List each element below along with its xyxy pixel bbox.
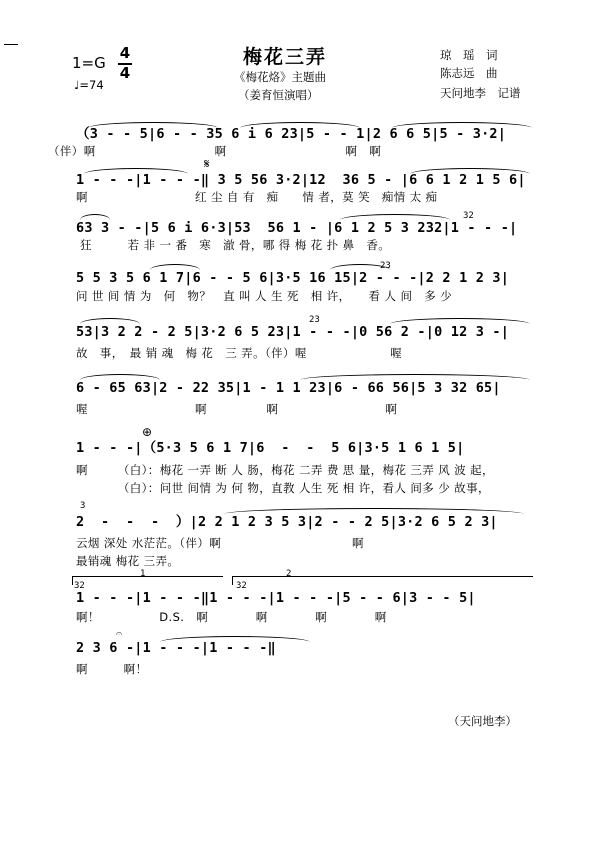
lyric-line-10: 啊 啊！ [76, 662, 148, 676]
ending-bracket-2 [232, 576, 533, 585]
lyric-line-6: 喔 啊 啊 啊 [76, 402, 398, 416]
notation-line-10: 2 3 6 -|1 - - -|1 - - -‖ [76, 640, 276, 656]
key-signature: 1=G [72, 54, 106, 72]
song-subtitle: 《梅花烙》主题曲 [234, 70, 326, 84]
lyric-line-9: 啊！ D.S. 啊 啊 啊 啊 [76, 610, 387, 624]
lyricist-credit: 琼 瑶 词 [440, 48, 498, 62]
lyric-line-1: （伴）啊 啊 啊 啊 [48, 144, 382, 158]
lyric-line-5: 故 事， 最 销 魂 梅 花 三 弄。（伴）喔 喔 [76, 346, 403, 360]
notation-line-7: 1 - - -|（5·3 5 6 1 7|6 - - 5 6|3·5 1 6 1 5| [76, 440, 465, 456]
segno-icon: 𝄋 [204, 157, 210, 172]
notation-line-6: 6 - 65 63|2 - 22 35|1 - 1 1 23|6 - 66 56|5 3 32 65| [76, 380, 501, 396]
time-signature-bottom: 4 [119, 64, 131, 82]
lyric-line-7a: 啊 （白）：梅花 一弄 断 人 肠，梅花 二弄 费 思 量，梅花 三弄 风 波 起， [76, 463, 494, 477]
ending-number-2: 2 [286, 569, 292, 579]
coda-icon: ⊕ [142, 425, 153, 439]
grace-notes: 32 [236, 581, 247, 591]
lyric-line-8a: 云烟 深处 水茫茫。（伴）啊 啊 [76, 536, 364, 550]
time-signature-top: 4 [119, 44, 131, 62]
grace-notes: 32 [463, 211, 474, 221]
lyric-line-7b: （白）：问世 间情 为 何 物，直教 人生 死 相 许，看人 间多 少 故事， [76, 481, 490, 495]
footer-credit: （天问地李） [448, 714, 517, 728]
tempo-mark: ♩=74 [74, 78, 104, 92]
notation-line-8: 2 - - - ）|2 2 1 2 3 5 3|2 - - 2 5|3·2 6 5 2 3| [76, 514, 498, 530]
grace-notes: 23 [309, 315, 320, 325]
notation-line-2: 1 - - -|1 - - -‖ 3 5 56 3·2|12 36 5 - |6 6 1 2 1 5 6| [76, 172, 526, 188]
lyric-line-4: 问 世 间 情 为 何 物？ 直 叫 人 生 死 相 许， 看 人 间 多 少 [76, 289, 453, 303]
notation-line-9: 1 - - -|1 - - -‖1 - - -|1 - - -|5 - - 6|3 - - 5| [76, 590, 476, 606]
ending-bracket-1 [72, 576, 223, 585]
corner-dash [4, 44, 18, 45]
song-title: 梅花三弄 [243, 46, 328, 68]
transcriber-credit: 天问地李 记谱 [440, 86, 521, 100]
lyric-line-8b: 最销魂 梅花 三弄。 [76, 554, 180, 568]
fermata-icon: 𝄐 [116, 627, 123, 640]
singer-credit: （姜育恒演唱） [238, 88, 319, 102]
notation-line-3: 63 3 - -|5 6 i 6·3|53 56 1 - |6 1 2 5 3 232|1 - - -| [76, 220, 518, 236]
grace-fraction-top: 3 [80, 501, 86, 511]
ending-number-1: 1 [140, 569, 146, 579]
lyric-line-2: 啊 红 尘 自 有 痴 情 者，莫 笑 痴情 太 痴 [76, 190, 438, 204]
lyric-line-3: 狂 若 非 一 番 寒 澈 骨，哪 得 梅 花 扑 鼻 香。 [80, 238, 391, 252]
notation-line-4: 5 5 3 5 6 1 7|6 - - 5 6|3·5 16 15|2 - - -|2 2 1 2 3| [76, 270, 510, 286]
notation-line-1: （3 - - 5|6 - - 35 6 i 6 23|5 - - 1|2 6 6 5|5 - 3·2| [76, 126, 507, 142]
grace-notes: 23 [380, 261, 391, 271]
grace-notes: 32 [74, 581, 85, 591]
notation-line-5: 53|3 2 2 - 2 5|3·2 6 5 23|1 - - -|0 56 2 -|0 12 3 -| [76, 324, 510, 340]
composer-credit: 陈志远 曲 [440, 66, 498, 80]
